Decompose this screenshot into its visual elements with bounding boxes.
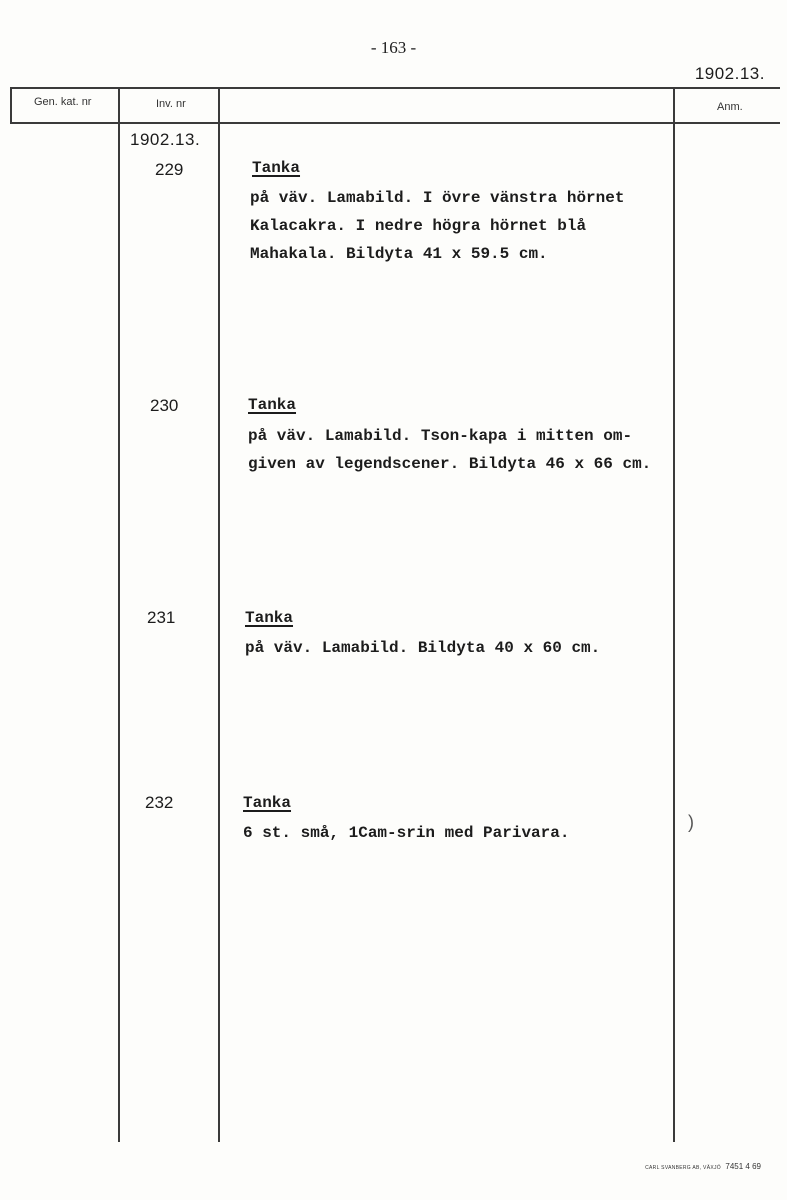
entry-description xyxy=(250,184,624,268)
entry-title: Tanka xyxy=(252,159,301,177)
page-number: - 163 - xyxy=(370,38,417,57)
printer-name: CARL SVANBERG AB, VÄXJÖ xyxy=(645,1165,721,1171)
entry-title: Tanka xyxy=(243,794,292,812)
entry-description xyxy=(243,819,569,847)
header-bottom-rule xyxy=(10,122,780,124)
entry-title: Tanka xyxy=(245,609,294,627)
inventory-group-number: 1902.13. xyxy=(130,130,201,149)
margin-bracket-mark: ) xyxy=(688,812,694,832)
inventory-number: 229 xyxy=(155,160,184,179)
description-line: Kalacakra. I nedre högra hörnet blå xyxy=(250,217,587,235)
printer-footer xyxy=(645,1162,761,1171)
header-top-rule xyxy=(10,87,780,89)
description-line: på väv. Lamabild. Bildyta 40 x 60 cm. xyxy=(245,639,601,657)
description-line: 6 st. små, 1Cam-srin med Parivara. xyxy=(243,824,570,842)
description-line: på väv. Lamabild. Tson-kapa i mitten om- xyxy=(248,427,633,445)
inventory-number: 232 xyxy=(145,793,174,812)
column-divider-gen-inv xyxy=(118,87,120,1142)
column-divider-desc-anm xyxy=(673,87,675,1142)
description-line: på väv. Lamabild. I övre vänstra hörnet xyxy=(250,189,625,207)
entry-description xyxy=(248,422,651,478)
entry-description xyxy=(245,634,600,662)
inventory-number: 230 xyxy=(150,396,179,415)
column-header-gen-kat-nr: Gen. kat. nr xyxy=(34,96,92,108)
form-code: 7451 4 69 xyxy=(725,1162,761,1171)
description-line: given av legendscener. Bildyta 46 x 66 cm. xyxy=(248,455,652,473)
accession-number-header: 1902.13. xyxy=(694,64,765,83)
column-header-inv-nr: Inv. nr xyxy=(156,98,186,110)
column-header-anm: Anm. xyxy=(717,101,743,113)
inventory-number: 231 xyxy=(147,608,176,627)
description-line: Mahakala. Bildyta 41 x 59.5 cm. xyxy=(250,245,548,263)
column-divider-inv-desc xyxy=(218,87,220,1142)
column-divider-left-edge xyxy=(10,87,12,123)
entry-title: Tanka xyxy=(248,396,297,414)
